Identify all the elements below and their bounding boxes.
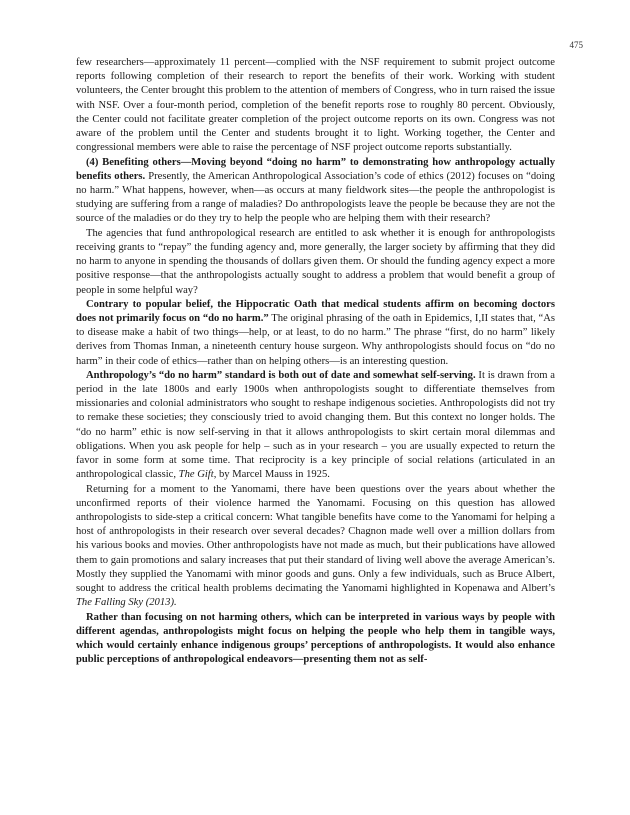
- paragraph: [76, 227, 555, 298]
- paragraph-text: , by Marcel Mauss in 1925.: [213, 469, 330, 481]
- paragraph-text: The agencies that fund anthropological research are entitled to ask whether it is enough for anthropologists receiving grants to “repay” the funding agency and, more generally, the larger society by affirming that they did no harm to anyone in spending the thousands of dollars given them. Or should the funding agency expect a more positive response—that the anthropologists actually sought to address a problem that would benefit a group of people in some helpful way?: [76, 227, 555, 296]
- italic-title-text: The Falling Sky (2013).: [76, 597, 177, 609]
- paragraph: [76, 56, 555, 156]
- bold-lead-text: Rather than focusing on not harming others, which can be interpreted in various ways by people with different agendas, anthropologists might focus on helping the people who help them in tangible ways, which would certainly enhance indigenous groups’ perceptions of anthropologists. It would also enhance public perceptions of anthropological endeavors—presenting them not as self-: [76, 611, 555, 666]
- paragraph-text: Presently, the American Anthropological Association’s code of ethics (2012) focuses on “doing no harm.” What happens, however, when—as occurs at many fieldwork sites—the people the anthropologist is studying are suffering from a range of maladies? Do anthropologists leave the people be because they are not the source of the maladies or do they try to help the people who are helping them with their research?: [76, 170, 555, 225]
- paragraph-text: It is drawn from a period in the late 1800s and early 1900s when anthropologists sought to differentiate themselves from missionaries and colonial administrators who sought to reshape indigenous societies. Anthropologists did not try to remake these societies; they consciously tried to avoid changing them. But this context no longer holds. The “do no harm” ethic is now self-serving in that it allows anthropologists to skirt certain moral dilemmas and obligations. When you ask people for help – such as in your research – you are usually expected to return the favor in some form at some time. That reciprocity is a key principle of social relations (articulated in an anthropological classic,: [76, 369, 555, 481]
- paragraph: [76, 369, 555, 483]
- bold-lead-text: Anthropology’s “do no harm” standard is both out of date and somewhat self-serving.: [86, 369, 476, 381]
- paragraph: [76, 298, 555, 369]
- page-number: 475: [569, 40, 583, 50]
- body-text: [76, 56, 555, 667]
- paragraph: [76, 156, 555, 227]
- bold-lead-text: Contrary to popular belief, the Hippocratic Oath that medical students affirm on becoming doctors does not primarily focus on “do no harm.”: [76, 298, 555, 324]
- paragraph-text: few researchers—approximately 11 percent—complied with the NSF requirement to submit project outcome reports following completion of their research to report the benefits of their work. Working with student volunteers, the Center brought this problem to the attention of members of Congress, who in turn raised the issue with NSF. Over a four-month period, completion of the benefit reports rose to roughly 80 percent. Obviously, the Center could not facilitate greater completion of the project outcome reports on its own. Congress was not aware of the problem until the Center and students brought it to light. Working together, the Center and congressional members were able to raise the percentage of NSF project outcome reports substantially.: [76, 57, 555, 154]
- italic-title-text: The Gift: [178, 469, 214, 481]
- bold-lead-text: (4) Benefiting others—Moving beyond “doing no harm” to demonstrating how anthropology actually benefits others.: [76, 156, 555, 182]
- paragraph: [76, 483, 555, 611]
- paragraph: [76, 611, 555, 668]
- paragraph-text: Returning for a moment to the Yanomami, there have been questions over the years about whether the unconfirmed reports of their violence harmed the Yanomami. Focusing on this question has allowed anthropologists to side-step a critical concern: What tangible benefits have come to the Yanomami for helping a host of anthropologists in their research over several decades? Chagnon made well over a million dollars from his various books and movies. Other anthropologists have not made as much, but their publications have allowed them to gain promotions and salary increases that put their standard of living well above the average American’s. Mostly they supplied the Yanomami with minor goods and guns. Only a few individuals, such as Bruce Albert, sought to address the critical health problems decimating the Yanomami highlighted in Kopenawa and Albert’s: [76, 483, 555, 595]
- paragraph-text: The original phrasing of the oath in Epidemics, I,II states that, “As to disease make a habit of two things—help, or at least, to do no harm.” The phrase “first, do no harm” likely derives from Thomas Inman, a nineteenth century house surgeon. Why anthropologists should focus on “do no harm” in their code of ethics—rather than on helping others—is an interesting question.: [76, 312, 555, 367]
